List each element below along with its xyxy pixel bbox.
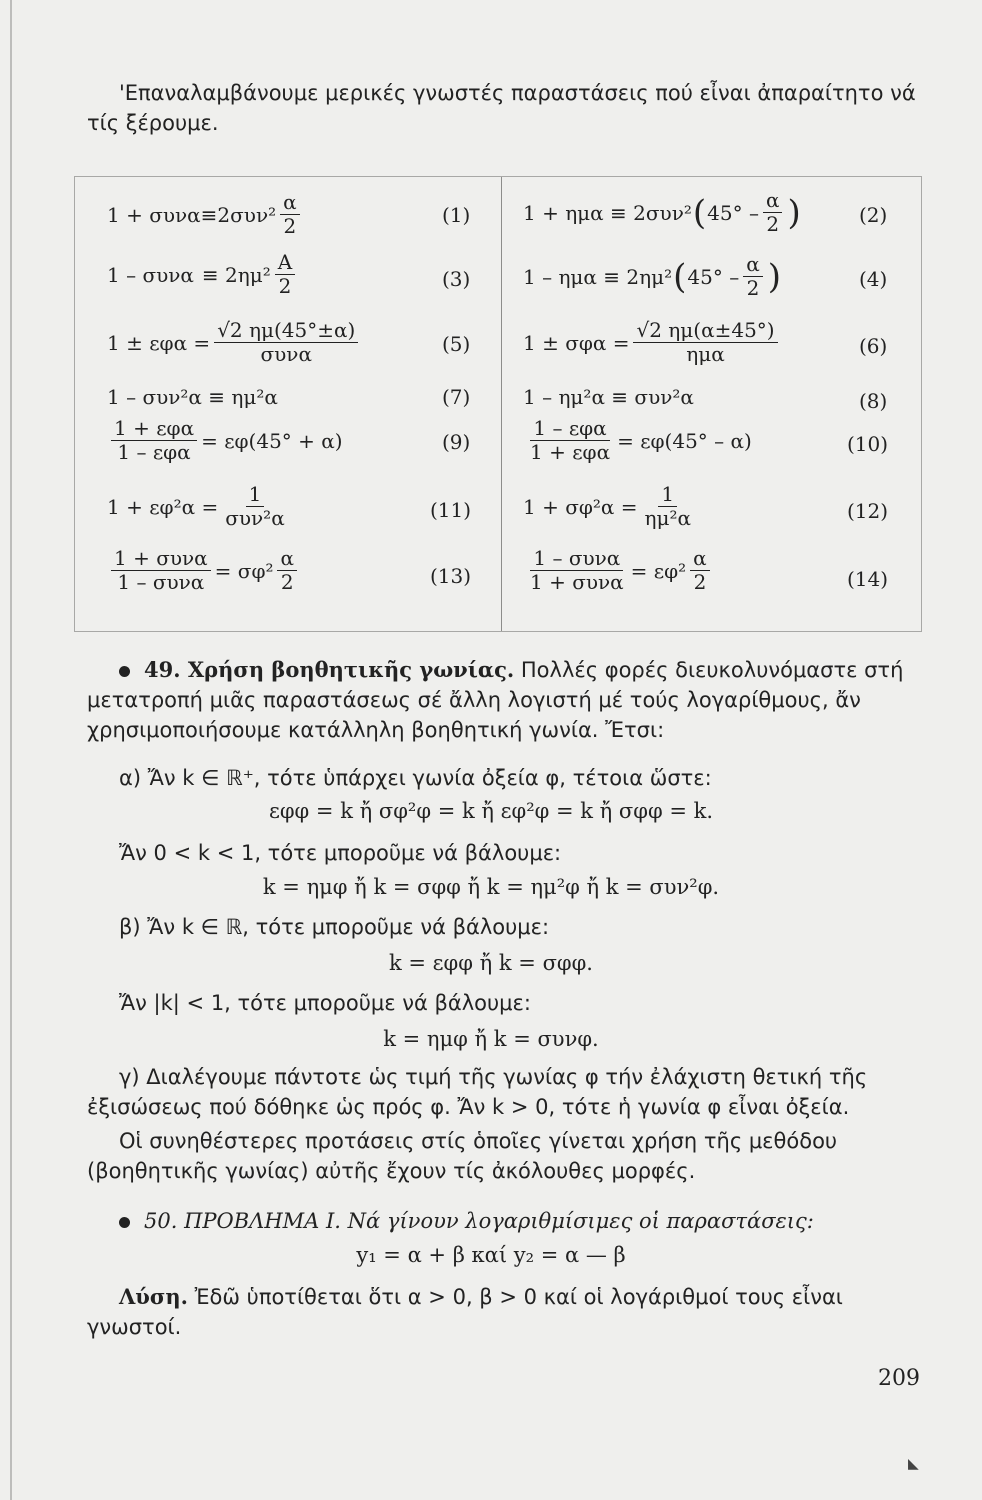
formula-5-frac — [214, 319, 358, 366]
page-edge — [10, 0, 12, 1500]
eq-num-2: (2) — [859, 203, 888, 227]
case-a2-text: Ἄν 0 < k < 1, τότε μποροῦμε νά βάλουμε: — [119, 841, 562, 865]
formula-1-frac — [280, 191, 300, 238]
eq-num-13: (13) — [430, 564, 472, 588]
formula-1-rel: ≡2συν² — [200, 202, 277, 227]
section-49-paragraph — [87, 655, 927, 745]
formula-11-lhs: 1 + εφ²α = — [107, 494, 219, 519]
formula-2-open-paren: ( — [692, 192, 707, 233]
eq-num-10: (10) — [847, 432, 889, 456]
formula-1-num: α — [280, 191, 300, 215]
formula-11-num: 1 — [246, 483, 265, 507]
case-b-equation: k = εφφ ἤ k = σφφ. — [389, 951, 593, 975]
eq-num-1: (1) — [442, 203, 471, 227]
formula-9-den: 1 – εφα — [117, 440, 191, 464]
case-c-text: γ) Διαλέγουμε πάντοτε ὡς τιμή τῆς γωνίας φ τήν ἐλάχιστη θετική τῆς ἐξισώσεως πού δόθηκε ὡς πρός φ. Ἄν k > 0, τότε ἡ γωνία φ εἶναι ὀξεία. — [87, 1065, 868, 1119]
formula-10 — [523, 417, 752, 464]
formula-13-num2: α — [277, 547, 297, 571]
eq-num-3: (3) — [442, 267, 471, 291]
bullet-icon — [119, 1217, 130, 1228]
formula-12-lhs: 1 + σφ²α = — [523, 494, 638, 519]
formula-14-frac2 — [690, 547, 710, 594]
formula-2-close-paren: ) — [787, 192, 801, 233]
formula-3-rel: ≡ 2ημ² — [201, 262, 271, 287]
formula-5-lhs: 1 ± εφα = — [107, 330, 211, 355]
formula-8-text: 1 – ημ²α ≡ συν²α — [523, 385, 694, 409]
formula-4-num: α — [743, 253, 763, 277]
eq-num-12: (12) — [847, 499, 889, 523]
formula-13-den: 1 – συνα — [117, 570, 205, 594]
formula-14 — [523, 547, 714, 594]
formula-6-den: ημα — [686, 342, 725, 366]
section-49-heading: 49. Χρήση βοηθητικῆς γωνίας. — [144, 657, 515, 682]
formula-12-frac — [642, 483, 695, 530]
formula-10-num: 1 – εφα — [530, 417, 609, 441]
formula-13 — [107, 547, 301, 594]
section-50-equation: y₁ = α + β καί y₂ = α — β — [356, 1243, 626, 1267]
formula-11-frac — [222, 483, 288, 530]
formula-11-den: συν²α — [225, 506, 285, 530]
case-b2-equation: k = ημφ ἤ k = συνφ. — [383, 1027, 599, 1051]
formula-12 — [523, 483, 698, 530]
formula-14-frac — [527, 547, 627, 594]
formula-11 — [107, 483, 292, 530]
section-50-heading: 50. ΠΡΟΒΛΗΜΑ Ι. — [144, 1209, 341, 1233]
eq-num-8: (8) — [859, 389, 888, 413]
formula-4 — [523, 253, 782, 300]
formula-14-num2: α — [690, 547, 710, 571]
formula-13-frac2 — [277, 547, 297, 594]
eq-num-11: (11) — [430, 498, 472, 522]
section-49-text: Πολλές φορές διευκολυνόμαστε στή μετατροπή μιᾶς παραστάσεως σέ ἄλλη λογιστή μέ τούς λογαρίθμους, ἄν χρησιμοποιήσουμε κατάλληλη βοηθητική γωνία. Ἔτσι: — [87, 658, 904, 742]
formula-3-lhs: 1 – συνα — [107, 262, 194, 287]
eq-num-4: (4) — [859, 267, 888, 291]
intro-paragraph: 'Επαναλαμβάνουμε μερικές γνωστές παραστάσεις πού εἶναι ἀπαραίτητο νά τίς ξέρουμε. — [87, 81, 916, 135]
formula-6 — [523, 319, 782, 366]
eq-num-14: (14) — [847, 567, 889, 591]
bullet-icon — [119, 666, 130, 677]
formula-14-rhs: = εφ² — [630, 558, 687, 583]
formula-7 — [107, 385, 278, 409]
formula-2 — [523, 189, 802, 236]
section-50-paragraph — [87, 1206, 927, 1236]
formula-13-rhs: = σφ² — [214, 558, 274, 583]
formula-13-den2: 2 — [280, 570, 294, 594]
formula-4-inner: 45° – — [687, 264, 740, 289]
solution-label: Λύση. — [119, 1284, 188, 1309]
formula-13-num: 1 + συνα — [111, 547, 211, 571]
case-b2-text: Ἄν |k| < 1, τότε μποροῦμε νά βάλουμε: — [119, 991, 531, 1015]
formula-7-text: 1 – συν²α ≡ ημ²α — [107, 385, 278, 409]
formula-1-den: 2 — [283, 214, 297, 238]
formula-2-lhs: 1 + ημα ≡ 2συν² — [523, 200, 692, 225]
eq-num-9: (9) — [442, 430, 471, 454]
case-a-equation: εφφ = k ἤ σφ²φ = k ἤ εφ²φ = k ἤ σφφ = k. — [268, 799, 714, 823]
formula-9-num: 1 + εφα — [111, 417, 197, 441]
formula-3-den: 2 — [278, 274, 292, 298]
formula-2-num: α — [763, 189, 783, 213]
formula-14-num: 1 – συνα — [530, 547, 623, 571]
formula-9-frac — [111, 417, 197, 464]
formula-2-frac — [763, 189, 783, 236]
formula-1-lhs: 1 + συνα — [107, 202, 201, 227]
formula-14-den: 1 + συνα — [530, 570, 624, 594]
formula-3-num: A — [275, 251, 295, 275]
common-forms-paragraph: Οἱ συνηθέστερες προτάσεις στίς ὁποῖες γίνεται χρήση τῆς μεθόδου (βοηθητικῆς γωνίας) αὐτῆς ἔχουν τίς ἀκόλουθες μορφές. — [87, 1129, 838, 1183]
formula-10-rhs: = εφ(45° – α) — [617, 428, 752, 453]
formula-5-den: συνα — [260, 342, 312, 366]
section-50-text: Νά γίνουν λογαριθμίσιμες οἱ παραστάσεις: — [347, 1209, 814, 1233]
formula-5-num: √2 ημ(45°±α) — [214, 319, 358, 343]
eq-num-7: (7) — [442, 385, 471, 409]
eq-num-5: (5) — [442, 332, 471, 356]
formula-4-den: 2 — [746, 276, 760, 300]
page-number: 209 — [878, 1366, 920, 1391]
formula-10-den: 1 + εφα — [530, 440, 611, 464]
formula-12-den: ημ²α — [644, 506, 692, 530]
formula-4-open-paren: ( — [673, 256, 687, 297]
formula-2-inner: 45° – — [707, 200, 759, 225]
formula-14-den2: 2 — [693, 570, 707, 594]
formula-6-lhs: 1 ± σφα = — [523, 330, 630, 355]
case-b-text: β) Ἄν k ∈ ℝ, τότε μποροῦμε νά βάλουμε: — [119, 915, 550, 939]
case-a2-equation: k = ημφ ἤ k = σφφ ἤ k = ημ²φ ἤ k = συν²φ. — [262, 875, 720, 899]
formula-6-num: √2 ημ(α±45°) — [633, 319, 777, 343]
formula-3 — [107, 251, 299, 298]
corner-mark-icon: ◣ — [908, 1456, 919, 1472]
solution-paragraph — [87, 1282, 927, 1342]
formula-1 — [107, 191, 304, 238]
formula-table — [74, 176, 922, 632]
formula-2-den: 2 — [766, 212, 780, 236]
column-divider — [501, 177, 502, 631]
formula-4-close-paren: ) — [767, 256, 781, 297]
formula-8 — [523, 385, 694, 409]
case-a-text: α) Ἄν k ∈ ℝ⁺, τότε ὑπάρχει γωνία ὀξεία φ, τέτοια ὥστε: — [119, 766, 712, 790]
formula-5 — [107, 319, 362, 366]
formula-10-frac — [527, 417, 613, 464]
formula-9 — [107, 417, 343, 464]
eq-num-6: (6) — [859, 334, 888, 358]
formula-9-rhs: = εφ(45° + α) — [201, 428, 343, 453]
formula-4-frac — [743, 253, 763, 300]
formula-4-lhs: 1 – ημα ≡ 2ημ² — [523, 264, 673, 289]
formula-3-frac — [275, 251, 295, 298]
formula-12-num: 1 — [658, 483, 677, 507]
formula-6-frac — [633, 319, 777, 366]
formula-13-frac — [111, 547, 211, 594]
solution-text: Ἐδῶ ὑποτίθεται ὅτι α > 0, β > 0 καί οἱ λογάριθμοί τους εἶναι γνωστοί. — [87, 1285, 843, 1339]
